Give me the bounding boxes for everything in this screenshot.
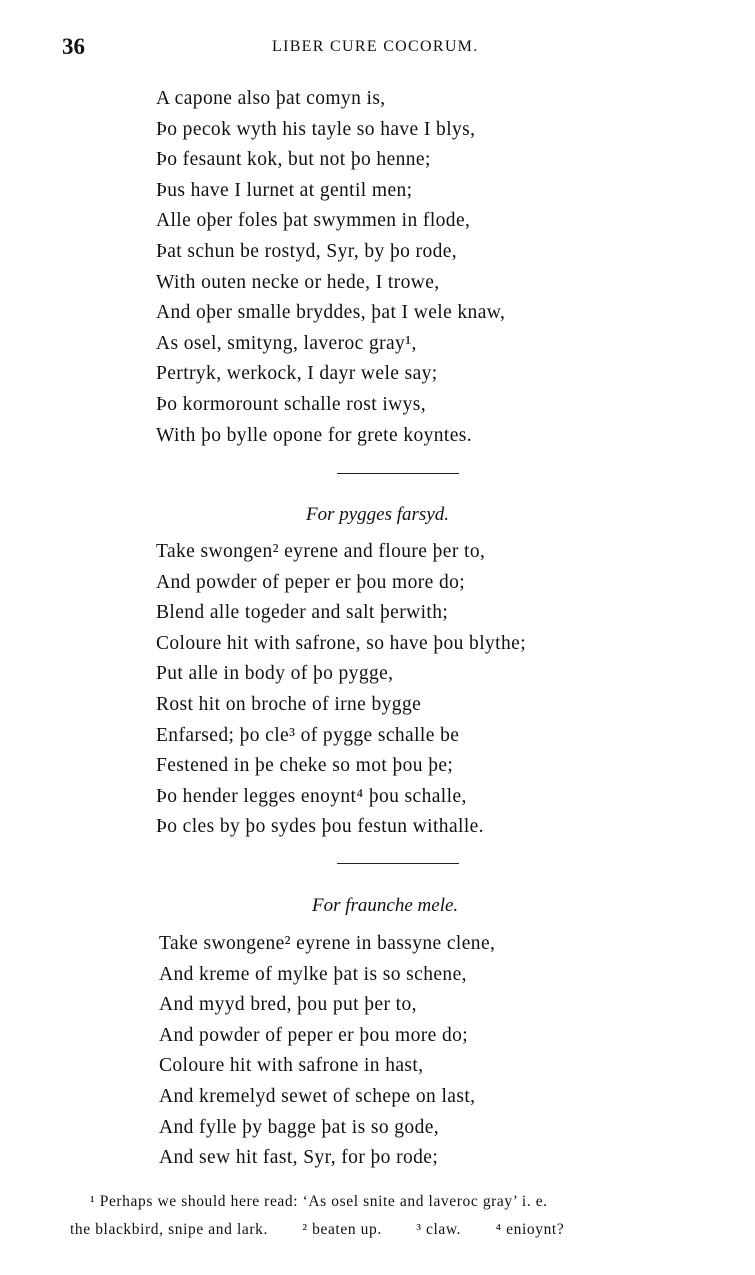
verse-section-1 — [156, 84, 505, 451]
verse-line: A capone also þat comyn is, — [156, 88, 386, 109]
verse-line: And powder of peper er þou more do; — [159, 1024, 469, 1046]
verse-section-3 — [159, 929, 495, 1174]
verse-line: Rost hit on broche of irne bygge — [156, 693, 422, 715]
verse-line: Þo cles by þo sydes þou festun withalle. — [156, 816, 484, 838]
verse-line: Alle oþer foles þat swymmen in flode, — [156, 210, 471, 232]
footnote-line-2 — [70, 1216, 750, 1244]
section-divider — [337, 473, 459, 474]
verse-section-2 — [156, 537, 526, 843]
footnote-1: ¹ Perhaps we should here read: ‘As osel snite and laveroc gray’ i. e. — [90, 1193, 548, 1210]
verse-line: Þo hender legges enoynt⁴ þou schalle, — [156, 785, 467, 807]
running-head: LIBER CURE COCORUM. — [272, 38, 479, 55]
verse-line: And sew hit fast, Syr, for þo rode; — [159, 1147, 439, 1169]
verse-line: Festened in þe cheke so mot þou þe; — [156, 755, 454, 777]
verse-line: Þo pecok wyth his tayle so have I blys, — [156, 118, 476, 140]
verse-line: Put alle in body of þo pygge, — [156, 663, 394, 685]
verse-line: Pertryk, werkock, I dayr wele say; — [156, 363, 438, 385]
footnote-1-continued: the blackbird, snipe and lark. — [70, 1221, 268, 1238]
verse-line: As osel, smityng, laveroc gray¹, — [156, 332, 417, 354]
footnote-2: ² beaten up. — [302, 1221, 382, 1238]
verse-line: Take swongen² eyrene and floure þer to, — [156, 541, 486, 562]
verse-line: Þus have I lurnet at gentil men; — [156, 179, 413, 201]
verse-line: And powder of peper er þou more do; — [156, 571, 466, 593]
verse-line: Coloure hit with safrone, so have þou blythe; — [156, 632, 527, 654]
verse-line: With þo bylle opone for grete koyntes. — [156, 424, 473, 446]
section-divider — [337, 863, 459, 864]
verse-line: With outen necke or hede, I trowe, — [156, 271, 440, 293]
verse-line: And myyd bred, þou put þer to, — [159, 994, 417, 1016]
verse-line: Þo fesaunt kok, but not þo henne; — [156, 149, 431, 171]
page-number: 36 — [62, 34, 85, 59]
verse-line: Þo kormorount schalle rost iwys, — [156, 393, 427, 415]
footnote-4: ⁴ enioynt? — [495, 1221, 565, 1238]
footnotes — [70, 1188, 750, 1244]
verse-line: And kremelyd sewet of schepe on last, — [159, 1085, 476, 1107]
page-header — [62, 34, 702, 64]
verse-line: Take swongene² eyrene in bassyne clene, — [159, 933, 496, 954]
verse-line: Coloure hit with safrone in hast, — [159, 1055, 424, 1077]
recipe-title: For pygges farsyd. — [306, 504, 450, 525]
recipe-title: For fraunche mele. — [312, 895, 459, 916]
verse-line: Enfarsed; þo cle³ of pygge schalle be — [156, 724, 460, 746]
verse-line: And oþer smalle bryddes, þat I wele knaw, — [156, 302, 506, 324]
verse-line: And fylle þy bagge þat is so gode, — [159, 1116, 440, 1138]
footnote-3: ³ claw. — [416, 1221, 462, 1238]
verse-line: Þat schun be rostyd, Syr, by þo rode, — [156, 240, 458, 262]
verse-line: Blend alle togeder and salt þerwith; — [156, 602, 449, 624]
verse-line: And kreme of mylke þat is so schene, — [159, 963, 467, 985]
